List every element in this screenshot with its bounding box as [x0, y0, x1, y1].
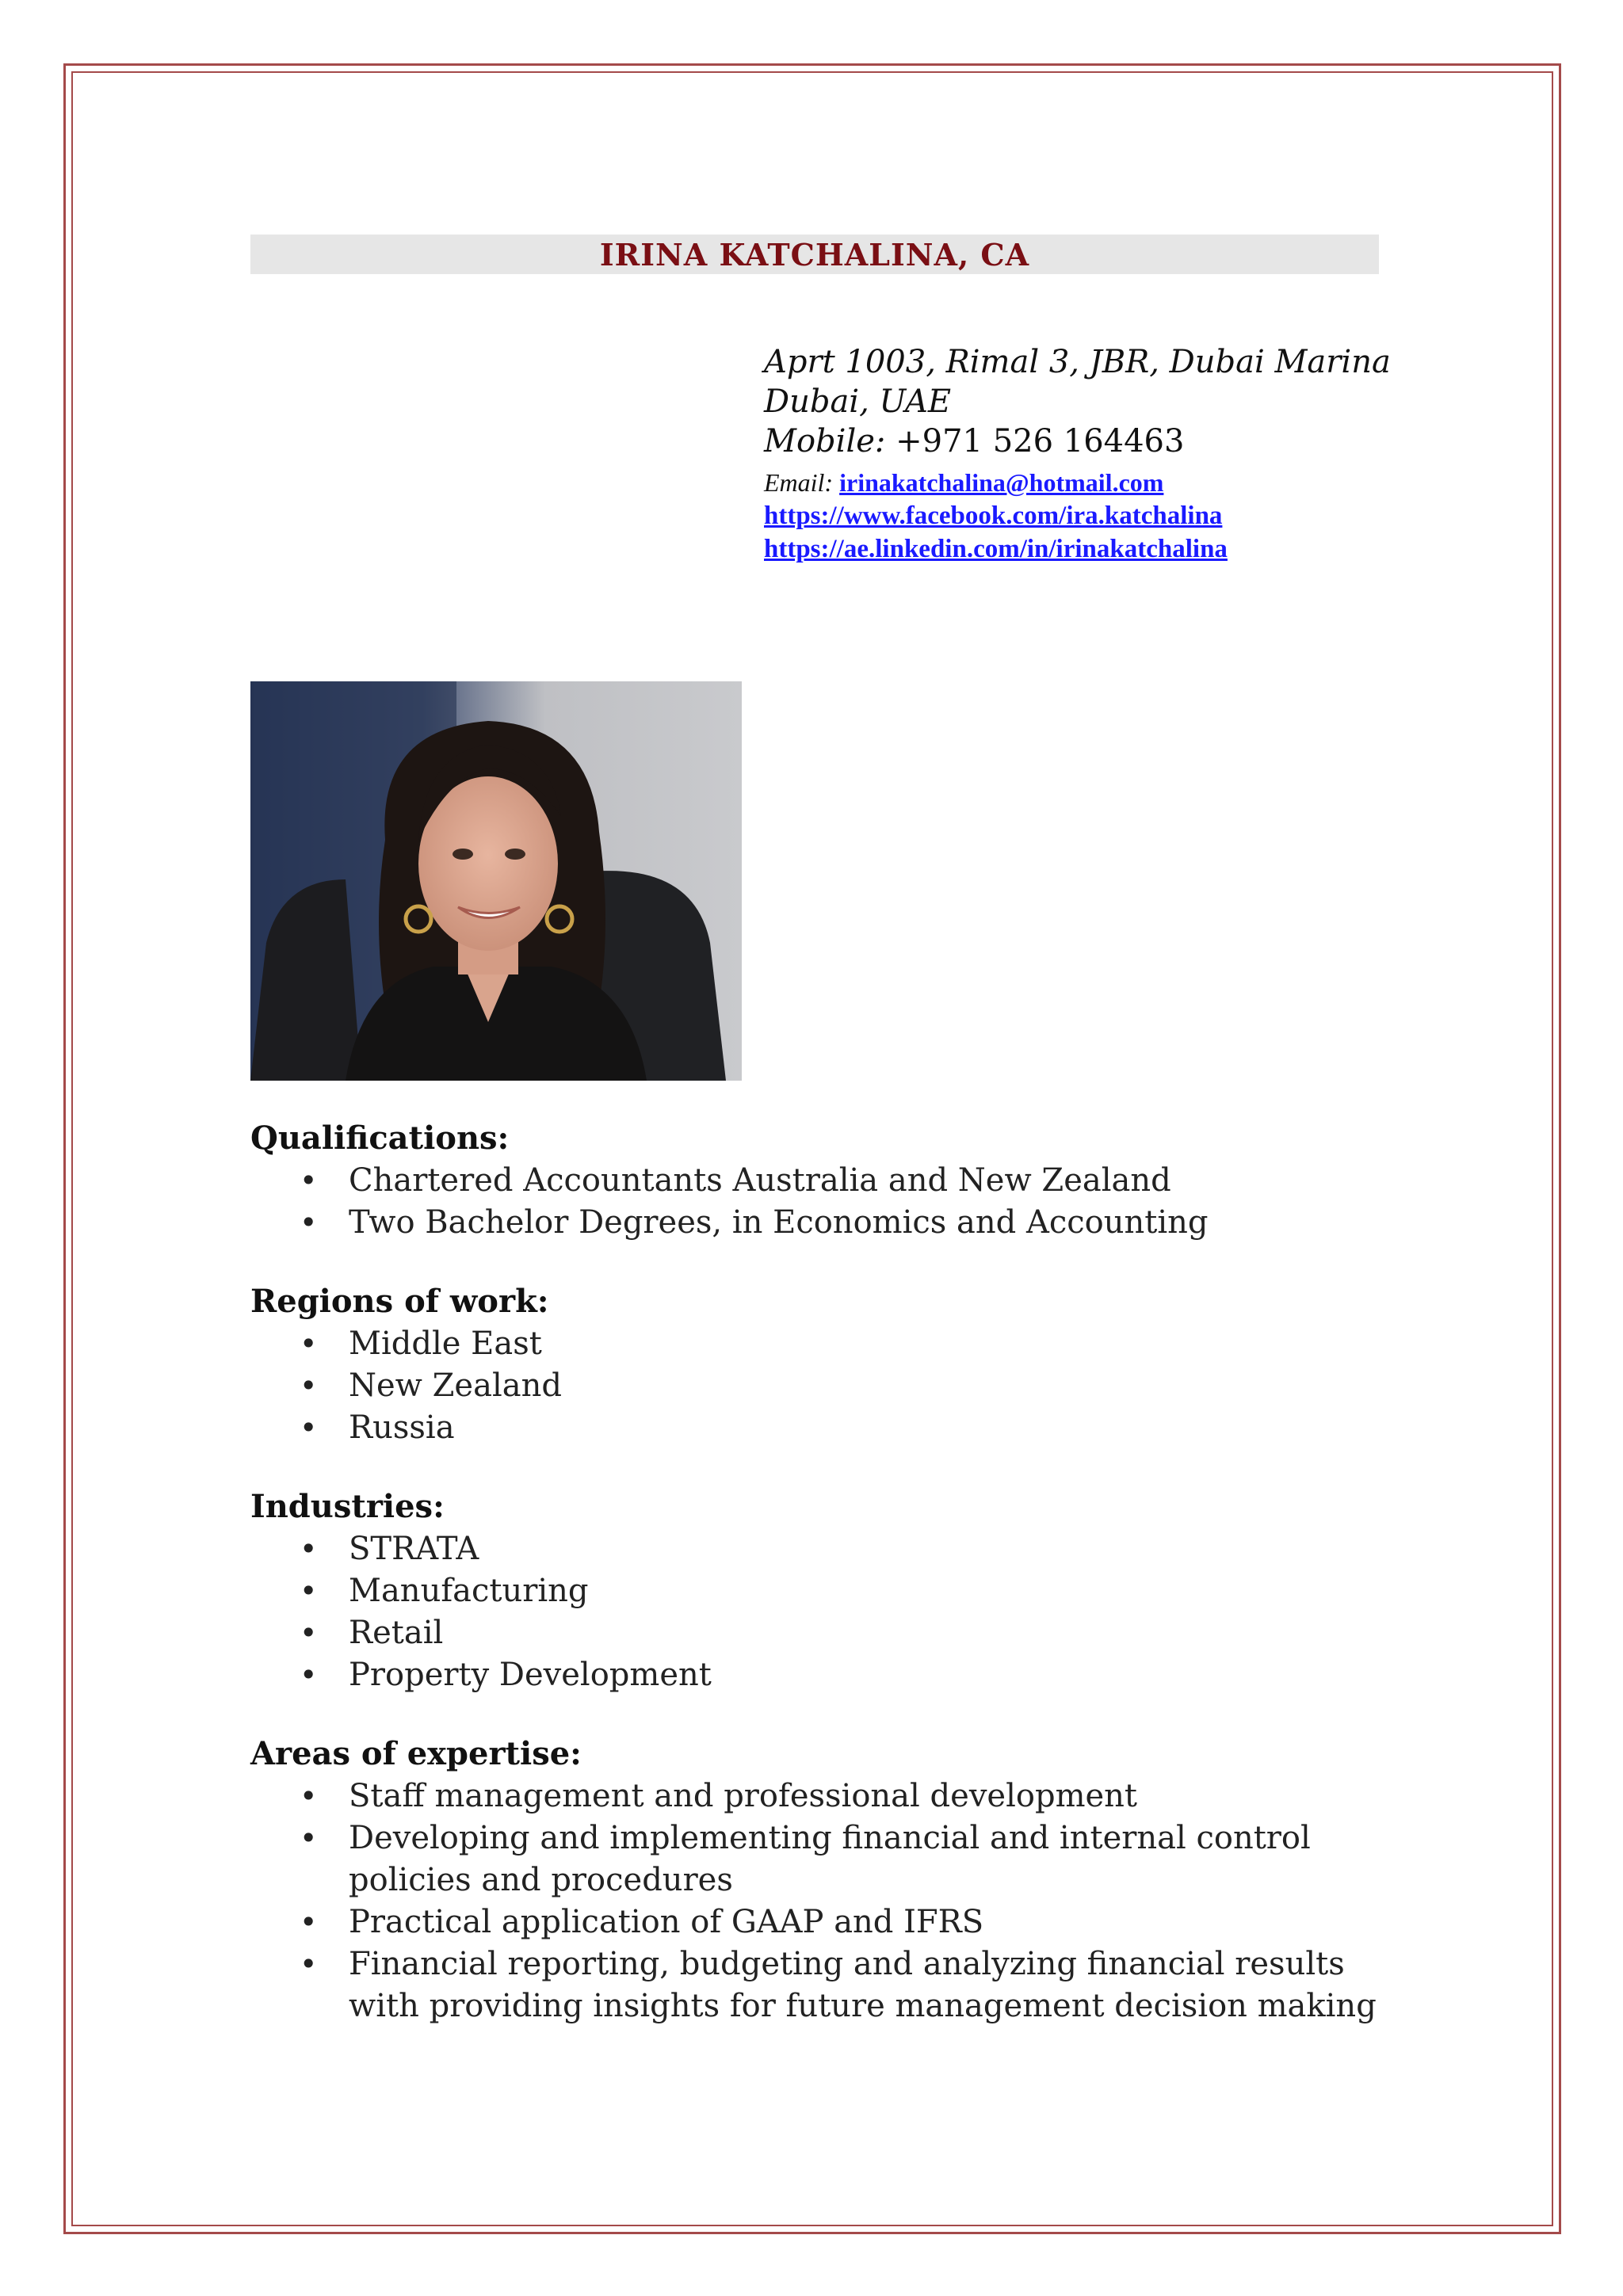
list-item: • Developing and implementing financial and internal control policies and procedures: [300, 1820, 1311, 1898]
facebook-link[interactable]: https://www.facebook.com/ira.katchalina: [764, 502, 1223, 530]
list-item: • Manufacturing: [300, 1573, 589, 1609]
list-item: • Property Development: [300, 1657, 712, 1693]
cv-sections: [250, 1117, 1392, 2064]
email-label: Email:: [764, 468, 834, 497]
list-item: • Practical application of GAAP and IFRS: [300, 1904, 984, 1940]
address-line-1: Aprt 1003, Rimal 3, JBR, Dubai Marina: [764, 344, 1391, 380]
profile-photo: [250, 681, 742, 1081]
person-name: IRINA KATCHALINA, CA: [599, 236, 1030, 273]
list-item: • Staff management and professional development: [300, 1778, 1137, 1814]
section-expertise: [250, 1733, 1392, 2027]
mobile-line: [764, 421, 1382, 461]
section-title: Areas of expertise:: [250, 1735, 582, 1772]
section-industries: [250, 1486, 1392, 1696]
list-item: • Financial reporting, budgeting and analyzing financial results with providing insights for future management decision making: [300, 1946, 1377, 2024]
contact-block: [764, 342, 1391, 566]
list-item: • Middle East: [300, 1325, 542, 1362]
section-qualifications: [250, 1117, 1392, 1244]
linkedin-line: [764, 532, 1382, 566]
mobile-label: Mobile:: [764, 423, 886, 460]
list-item: • Chartered Accountants Australia and New Zealand: [300, 1162, 1171, 1199]
email-line: [764, 466, 1382, 499]
list-item: • STRATA: [300, 1531, 479, 1567]
list-item: • Two Bachelor Degrees, in Economics and Accounting: [300, 1204, 1209, 1241]
linkedin-link[interactable]: https://ae.linkedin.com/in/irinakatchalina: [764, 535, 1228, 563]
section-title: Industries:: [250, 1488, 445, 1525]
address-line-2: Dubai, UAE: [764, 383, 952, 420]
list-item: • New Zealand: [300, 1367, 562, 1404]
mobile-value: +971 526 164463: [896, 423, 1185, 460]
section-regions: [250, 1280, 1392, 1449]
section-title: Regions of work:: [250, 1283, 549, 1320]
list-item: • Russia: [300, 1409, 455, 1446]
facebook-line: [764, 499, 1382, 532]
list-item: • Retail: [300, 1615, 444, 1651]
name-header: [250, 235, 1379, 274]
section-title: Qualifications:: [250, 1119, 510, 1157]
email-link[interactable]: irinakatchalina@hotmail.com: [839, 468, 1164, 497]
